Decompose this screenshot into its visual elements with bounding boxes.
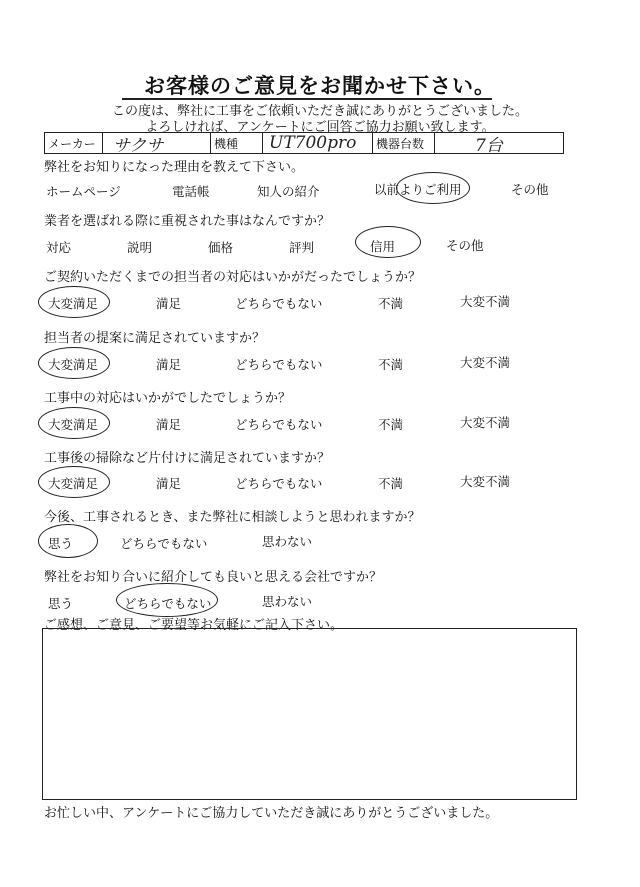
q8-question: 弊社をお知り合いに紹介しても良いと思える会社ですか？ bbox=[44, 570, 383, 585]
q2-option-explanation[interactable]: 説明 bbox=[127, 240, 153, 255]
q5-option-dissatisfied[interactable]: 不満 bbox=[378, 417, 404, 432]
q6-option-very-satisfied[interactable]: 大変満足 bbox=[48, 476, 99, 491]
q6-option-satisfied[interactable]: 満足 bbox=[156, 476, 182, 491]
q2-question: 業者を選ばれる際に重視された事はなんですか？ bbox=[44, 214, 331, 229]
q5-option-satisfied[interactable]: 満足 bbox=[156, 417, 182, 432]
q3-question: ご契約いただくまでの担当者の対応はいかがだったでしょうか？ bbox=[44, 270, 422, 285]
q1-option-homepage[interactable]: ホームページ bbox=[46, 184, 121, 199]
q7-option-no[interactable]: 思わない bbox=[262, 534, 313, 549]
comments-box[interactable] bbox=[42, 628, 577, 800]
q7-option-yes[interactable]: 思う bbox=[48, 536, 74, 551]
q6-question: 工事後の掃除など片付けに満足されていますか？ bbox=[44, 451, 331, 466]
q4-option-satisfied[interactable]: 満足 bbox=[156, 357, 182, 372]
equipment-info-table bbox=[44, 132, 564, 154]
maker-label: メーカー bbox=[45, 133, 103, 153]
q1-option-previous-user[interactable]: 以前よりご利用 bbox=[374, 182, 462, 197]
intro-line-2: よろしければ、アンケートにご回答ご協力お願い致します。 bbox=[145, 120, 495, 135]
q4-option-very-dissatisfied[interactable]: 大変不満 bbox=[460, 355, 511, 370]
q2-option-service[interactable]: 対応 bbox=[46, 240, 72, 255]
count-value[interactable]: 7台 bbox=[475, 135, 503, 156]
q4-option-very-satisfied[interactable]: 大変満足 bbox=[48, 357, 99, 372]
q8-option-no[interactable]: 思わない bbox=[262, 594, 313, 609]
q1-option-other[interactable]: その他 bbox=[511, 182, 549, 197]
q2-option-price[interactable]: 価格 bbox=[208, 240, 234, 255]
q3-option-neutral[interactable]: どちらでもない bbox=[235, 296, 323, 311]
q1-option-referral[interactable]: 知人の紹介 bbox=[257, 184, 320, 199]
q8-option-yes[interactable]: 思う bbox=[48, 596, 74, 611]
q1-option-phonebook[interactable]: 電話帳 bbox=[172, 184, 210, 199]
closing-message: お忙しい中、アンケートにご協力していただき誠にありがとうございました。 bbox=[44, 806, 499, 821]
q2-option-other[interactable]: その他 bbox=[446, 238, 484, 253]
q5-question: 工事中の対応はいかがでしたでしょうか？ bbox=[44, 391, 292, 406]
q6-option-very-dissatisfied[interactable]: 大変不満 bbox=[460, 474, 511, 489]
q5-option-very-dissatisfied[interactable]: 大変不満 bbox=[460, 415, 511, 430]
model-label: 機種 bbox=[211, 133, 263, 153]
q3-option-very-satisfied[interactable]: 大変満足 bbox=[48, 296, 99, 311]
model-value[interactable]: UT700pro bbox=[263, 133, 373, 153]
comments-prompt: ご感想、ご意見、ご要望等お気軽にご記入下さい。 bbox=[44, 618, 344, 633]
q2-option-trust[interactable]: 信用 bbox=[370, 239, 396, 254]
q6-option-neutral[interactable]: どちらでもない bbox=[235, 476, 323, 491]
q5-option-neutral[interactable]: どちらでもない bbox=[235, 417, 323, 432]
q4-option-neutral[interactable]: どちらでもない bbox=[235, 357, 323, 372]
form-title: お客様のご意見をお聞かせ下さい。 bbox=[144, 74, 496, 98]
q3-option-very-dissatisfied[interactable]: 大変不満 bbox=[460, 294, 511, 309]
q7-option-neutral[interactable]: どちらでもない bbox=[120, 536, 208, 551]
q3-option-satisfied[interactable]: 満足 bbox=[156, 296, 182, 311]
q7-question: 今後、工事されるとき、また弊社に相談しようと思われますか？ bbox=[44, 510, 421, 525]
intro-line-1: この度は、弊社に工事をご依頼いただき誠にありがとうございました。 bbox=[111, 104, 528, 119]
q1-question: 弊社をお知りになった理由を教えて下さい。 bbox=[44, 160, 305, 175]
q4-question: 担当者の提案に満足されていますか？ bbox=[44, 331, 266, 346]
q5-option-very-satisfied[interactable]: 大変満足 bbox=[48, 417, 99, 432]
q4-option-dissatisfied[interactable]: 不満 bbox=[378, 357, 404, 372]
q2-option-reputation[interactable]: 評判 bbox=[289, 240, 315, 255]
maker-value[interactable]: サクサ bbox=[103, 133, 211, 153]
q8-option-neutral[interactable]: どちらでもない bbox=[124, 596, 212, 611]
count-label: 機器台数 bbox=[373, 133, 435, 153]
q6-option-dissatisfied[interactable]: 不満 bbox=[378, 476, 404, 491]
q3-option-dissatisfied[interactable]: 不満 bbox=[378, 296, 404, 311]
